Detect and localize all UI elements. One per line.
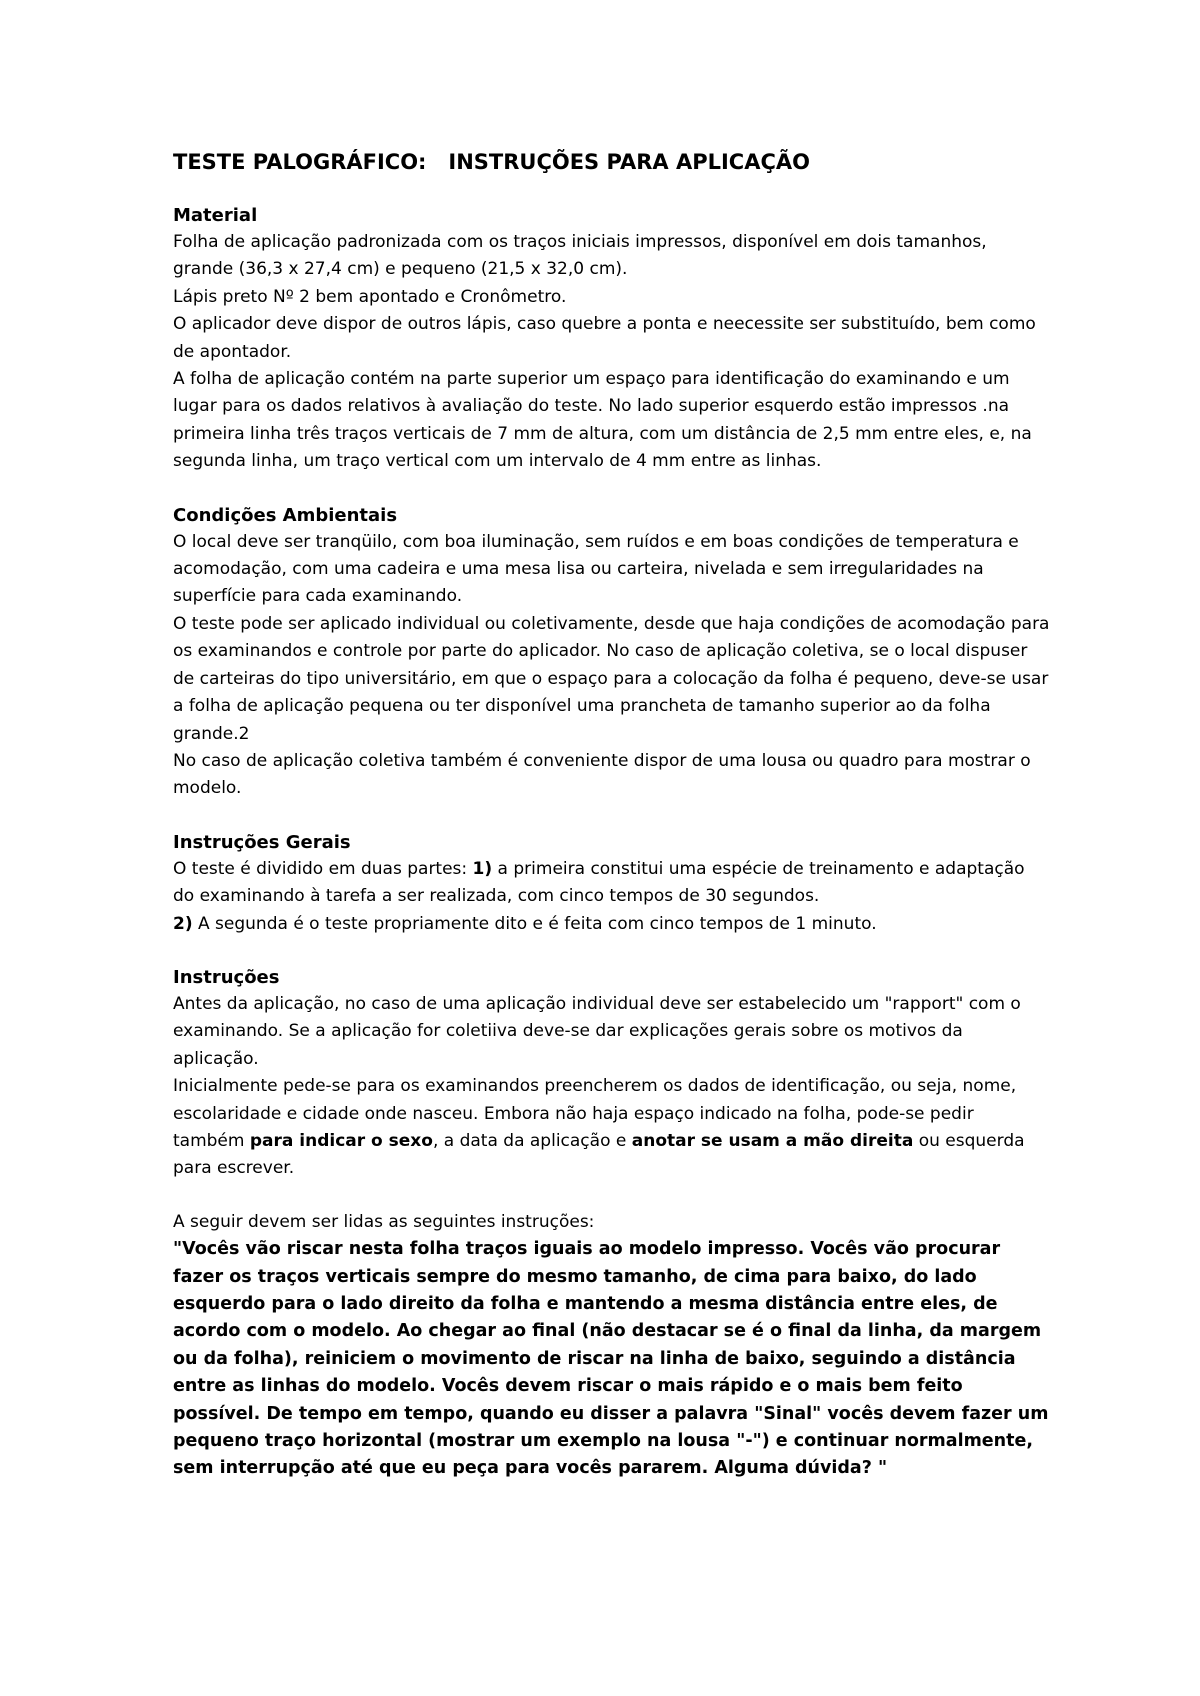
- general-paragraph-1: [173, 856, 1050, 911]
- part-one-number: 1): [472, 858, 493, 879]
- instructions-paragraph-2: [173, 1073, 1050, 1183]
- general-p1-text-a: O teste é dividido em duas partes:: [173, 858, 473, 879]
- instructions-paragraph-1: Antes da aplicação, no caso de uma aplicação individual deve ser estabelecido um "rapport" com o examinando. Se a aplicação for coletiiva deve-se dar explicações gerais sobre os motivos da aplicação.: [173, 993, 1021, 1069]
- part-two-number: 2): [173, 913, 193, 934]
- conditions-paragraph-3: No caso de aplicação coletiva também é conveniente dispor de uma lousa ou quadro para mostrar o modelo.: [173, 750, 1031, 799]
- instructions-section: [173, 964, 1050, 1183]
- instructions-p2-text-c: , a data da aplicação e: [432, 1130, 632, 1151]
- general-paragraph-2: [173, 911, 1050, 938]
- instructions-p2-bold-sex: para indicar o sexo: [249, 1130, 433, 1151]
- general-instructions-heading: Instruções Gerais: [173, 831, 351, 853]
- instructions-p2-text-e: ou esquerda para escrever.: [173, 1130, 1025, 1179]
- conditions-heading: Condições Ambientais: [173, 504, 398, 526]
- general-p1-text-b: a primeira constitui uma espécie de treinamento e adaptação do examinando à tarefa a ser realizada, com cinco tempos de 30 segundos.: [173, 858, 1025, 907]
- read-aloud-intro: A seguir devem ser lidas as seguintes instruções:: [173, 1211, 595, 1232]
- read-aloud-quote: "Vocês vão riscar nesta folha traços iguais ao modelo impresso. Vocês vão procurar fazer os traços verticais sempre do mesmo tamanho, de cima para baixo, do lado esquerdo para o lado direito da folha e mantendo a mesma distância entre eles, de acordo com o modelo. Ao chegar ao final (não destacar se é o final da linha, da margem ou da folha), reiniciem o movimento de riscar na linha de baixo, seguindo a distância entre as linhas do modelo. Vocês devem riscar o mais rápido e o mais bem feito possível. De tempo em tempo, quando eu disser a palavra "Sinal" vocês devem fazer um pequeno traço horizontal (mostrar um exemplo na lousa "-") e continuar normalmente, sem interrupção até que eu peça para vocês pararem. Alguma dúvida? ": [173, 1239, 1049, 1479]
- material-section: [173, 202, 1050, 476]
- conditions-paragraph-1: O local deve ser tranqüilo, com boa iluminação, sem ruídos e em boas condições de temperatura e acomodação, com uma cadeira e uma mesa lisa ou carteira, nivelada e sem irregularidades na superfície para cada examinando.: [173, 531, 1019, 607]
- read-aloud-section: [173, 1209, 1050, 1483]
- material-paragraph-3: O aplicador deve dispor de outros lápis, caso quebre a ponta e neecessite ser substituído, bem como de apontador.: [173, 314, 1036, 362]
- general-p2-text: A segunda é o teste propriamente dito e é feita com cinco tempos de 1 minuto.: [192, 913, 877, 934]
- instructions-p2-text-a: Inicialmente pede-se para os examinandos preencherem os dados de identificação, ou seja, nome, escolaridade e cidade onde nasceu. Embora não haja espaço indicado na folha, pode-se pedir também: [173, 1076, 1017, 1151]
- general-instructions-section: [173, 829, 1050, 938]
- material-paragraph-4: A folha de aplicação contém na parte superior um espaço para identificação do examinando e um lugar para os dados relativos à avaliação do teste. No lado superior esquerdo estão impressos .na primeira linha três traços verticais de 7 mm de altura, com um distância de 2,5 mm entre eles, e, na segunda linha, um traço vertical com um intervalo de 4 mm entre as linhas.: [173, 369, 1032, 472]
- material-heading: Material: [173, 205, 258, 226]
- material-paragraph-2: Lápis preto Nº 2 bem apontado e Cronômetro.: [173, 286, 567, 307]
- conditions-paragraph-2: O teste pode ser aplicado individual ou coletivamente, desde que haja condições de acomodação para os examinandos e controle por parte do aplicador. No caso de aplicação coletiva, se o local dispuser de carteiras do tipo universitário, em que o espaço para a colocação da folha é pequeno, deve-se usar a folha de aplicação pequena ou ter disponível uma prancheta de tamanho superior ao da folha grande.2: [173, 613, 1050, 744]
- conditions-section: [173, 502, 1050, 803]
- material-paragraph-1: Folha de aplicação padronizada com os traços iniciais impressos, disponível em dois tamanhos, grande (36,3 x 27,4 cm) e pequeno (21,5 x 32,0 cm).: [173, 232, 987, 280]
- instructions-heading: Instruções: [173, 966, 280, 988]
- instructions-p2-bold-hand: anotar se usam a mão direita: [631, 1130, 914, 1151]
- document-title: TESTE PALOGRÁFICO: INSTRUÇÕES PARA APLICAÇÃO: [173, 150, 810, 174]
